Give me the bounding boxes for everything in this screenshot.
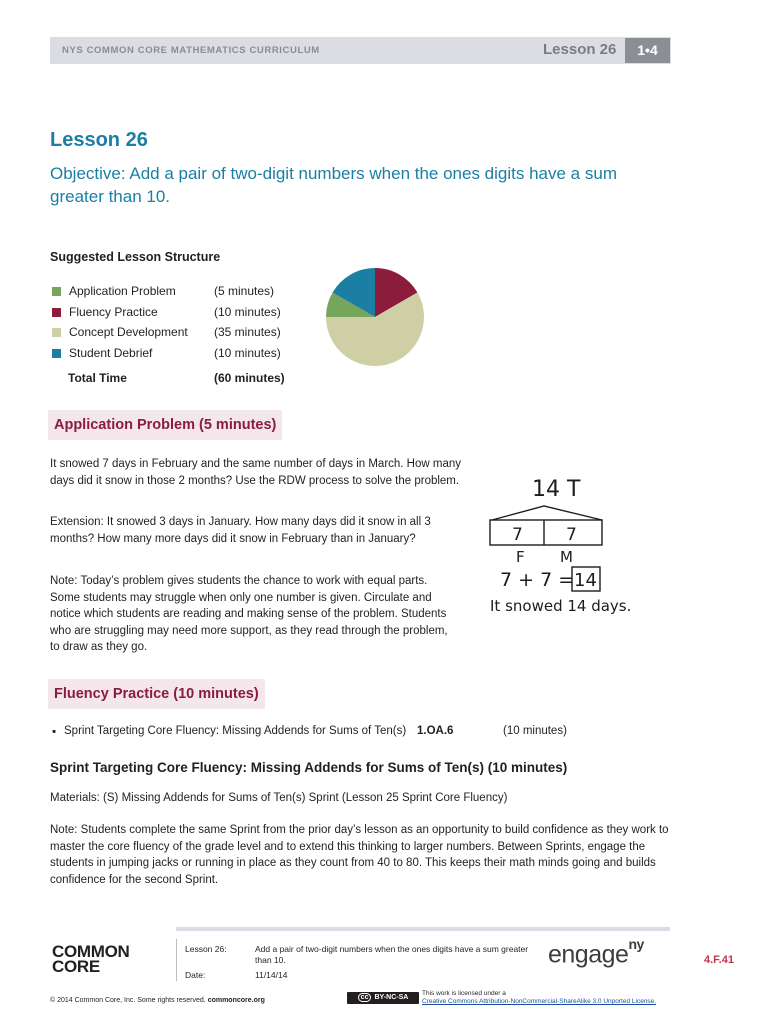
diagram-part-1: 7: [512, 525, 523, 545]
cc-icon: cc: [358, 993, 372, 1002]
fluency-heading: Fluency Practice (10 minutes): [48, 679, 265, 709]
brand-sup: ny: [628, 936, 644, 952]
structure-heading: Suggested Lesson Structure: [50, 250, 221, 264]
footer-date-value: 11/14/14: [255, 970, 288, 980]
diagram-label-march: M: [560, 548, 573, 566]
diagram-label-february: F: [516, 548, 525, 566]
footer-date-label: Date:: [185, 970, 206, 980]
objective: Objective: Add a pair of two-digit numbers when the ones digits have a sum greater than 10.: [50, 164, 617, 206]
page-title: Lesson 26: [50, 129, 148, 151]
application-note-text: Note: Today’s problem gives students the chance to work with equal parts. Some students may struggle when only one number is given. Circulate and notice which students are reading and making sense of the problem. Students who are struggling may need more support, as they read through the problem, to draw as they go.: [50, 575, 448, 653]
diagram-part-2: 7: [566, 525, 577, 545]
license-text: This work is licensed under a: [422, 990, 506, 997]
license-link[interactable]: Creative Commons Attribution-NonCommercial-ShareAlike 3.0 Unported License.: [422, 998, 657, 1005]
total-time-value: (60 minutes): [214, 371, 285, 385]
structure-item-name: Student Debrief: [69, 346, 153, 360]
fluency-minutes: (10 minutes): [503, 725, 567, 737]
curriculum-title: NYS COMMON CORE MATHEMATICS CURRICULUM: [62, 45, 320, 56]
copyright-site: commoncore.org: [207, 997, 265, 1004]
footer-lesson-value: Add a pair of two-digit numbers when the ones digits have a sum greater than 10.: [255, 944, 529, 965]
logo-line-2: CORE: [52, 957, 100, 976]
structure-item-minutes: (10 minutes): [214, 346, 281, 360]
copyright: [50, 997, 265, 1004]
engageny-logo: [548, 936, 644, 969]
logo-line-1: COMMON: [52, 942, 130, 961]
sprint-note: Note: Students complete the same Sprint from the prior day’s lesson as an opportunity to build confidence as they work to master the core fluency of the grade level and to extend this thinking to larger numbers. Between Sprints, engage the students in jumping jacks or running in place as they count from 40 to 80. This keeps their math minds going and builds confidence for the second Sprint.: [50, 824, 669, 886]
total-time-label: Total Time: [68, 371, 127, 385]
diagram-tape: [490, 520, 602, 545]
structure-item-minutes: (10 minutes): [214, 305, 281, 319]
structure-item-minutes: (5 minutes): [214, 284, 275, 298]
structure-item-name: Application Problem: [69, 284, 176, 298]
application-extension-text: Extension: It snowed 3 days in January. How many days did it snow in all 3 months? How many more days did it snow in February than in January?: [50, 516, 431, 545]
diagram-bracket: [492, 506, 602, 520]
diagram-statement: It snowed 14 days.: [490, 597, 632, 615]
diagram-equation: 7 + 7 =: [500, 569, 575, 591]
fluency-standard: 1.OA.6: [417, 725, 454, 737]
application-heading: Application Problem (5 minutes): [48, 410, 282, 440]
cc-badge-text: BY-NC-SA: [374, 994, 409, 1001]
structure-item-name: Concept Development: [69, 325, 188, 339]
brand-name: engage: [548, 940, 629, 969]
legend-swatch: [52, 349, 61, 358]
structure-item-name: Fluency Practice: [69, 305, 158, 319]
fluency-activity: Sprint Targeting Core Fluency: Missing Addends for Sums of Ten(s): [64, 725, 407, 737]
diagram-answer: 14: [574, 570, 597, 591]
lesson-structure-pie: [324, 266, 426, 368]
legend-swatch: [52, 328, 61, 337]
structure-item-minutes: (35 minutes): [214, 325, 281, 339]
handwritten-tape-diagram: [484, 468, 634, 628]
diagram-total-label: 14 T: [532, 477, 581, 502]
sprint-materials: Materials: (S) Missing Addends for Sums of Ten(s) Sprint (Lesson 25 Sprint Core Fluency): [50, 792, 508, 804]
common-core-logo: [52, 944, 130, 974]
header-lesson: Lesson 26: [543, 41, 617, 58]
module-badge: 1•4: [625, 38, 670, 63]
copyright-text: © 2014 Common Core, Inc. Some rights reserved.: [50, 997, 206, 1004]
footer-vertical-rule: [176, 939, 177, 981]
bullet-marker: ▪: [52, 726, 57, 738]
sprint-heading: Sprint Targeting Core Fluency: Missing Addends for Sums of Ten(s) (10 minutes): [50, 760, 568, 775]
footer-lesson-label: Lesson 26:: [185, 944, 227, 954]
legend-swatch: [52, 287, 61, 296]
application-problem-text: It snowed 7 days in February and the same number of days in March. How many days did it snow in those 2 months? Use the RDW process to solve the problem.: [50, 458, 462, 487]
cc-license-badge: [347, 992, 419, 1004]
page-number: 4.F.41: [704, 954, 734, 966]
footer-divider: [176, 927, 670, 931]
legend-swatch: [52, 308, 61, 317]
